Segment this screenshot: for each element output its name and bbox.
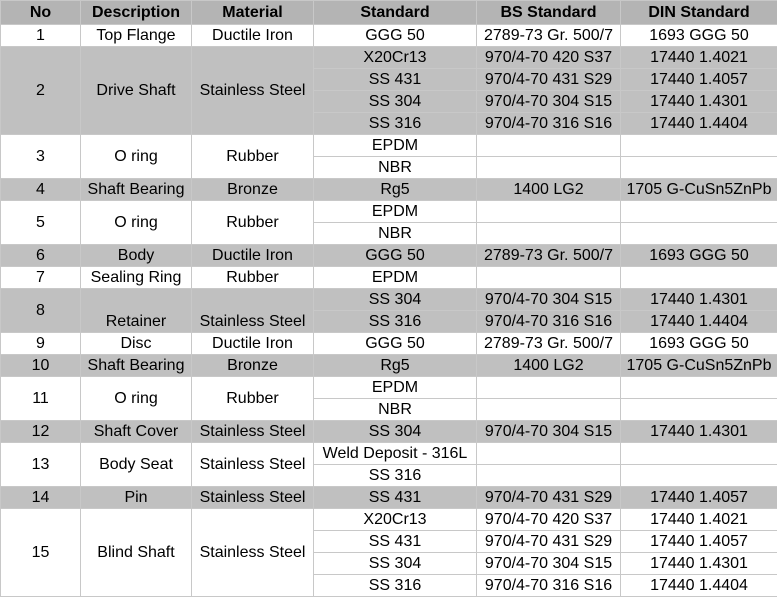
cell-din-standard: 17440 1.4404 — [621, 113, 777, 135]
cell-standard: EPDM — [314, 201, 477, 223]
cell-bs-standard: 1400 LG2 — [477, 355, 621, 377]
cell-din-standard — [621, 377, 777, 399]
cell-din-standard: 17440 1.4021 — [621, 509, 777, 531]
cell-din-standard: 17440 1.4057 — [621, 487, 777, 509]
table-row — [1, 289, 777, 311]
table-row — [1, 421, 777, 443]
cell-description: Disc — [81, 333, 192, 355]
cell-description: O ring — [81, 201, 192, 245]
cell-standard: SS 316 — [314, 113, 477, 135]
cell-standard: EPDM — [314, 377, 477, 399]
cell-bs-standard: 2789-73 Gr. 500/7 — [477, 245, 621, 267]
cell-bs-standard: 970/4-70 316 S16 — [477, 575, 621, 597]
cell-description: Sealing Ring — [81, 267, 192, 289]
header-din-standard: DIN Standard — [621, 1, 777, 25]
cell-no: 10 — [1, 355, 81, 377]
table-row — [1, 47, 777, 69]
header-bs-standard: BS Standard — [477, 1, 621, 25]
table-row — [1, 377, 777, 399]
cell-description: Shaft Bearing — [81, 355, 192, 377]
cell-din-standard: 17440 1.4057 — [621, 531, 777, 553]
cell-no: 13 — [1, 443, 81, 487]
cell-din-standard: 17440 1.4404 — [621, 311, 777, 333]
cell-description: Retainer — [81, 289, 192, 333]
cell-din-standard: 1705 G-CuSn5ZnPb — [621, 179, 777, 201]
cell-bs-standard: 970/4-70 431 S29 — [477, 487, 621, 509]
table-body — [1, 25, 777, 597]
cell-standard: SS 431 — [314, 531, 477, 553]
cell-standard: SS 316 — [314, 465, 477, 487]
header-material: Material — [192, 1, 314, 25]
cell-no: 2 — [1, 47, 81, 135]
cell-din-standard: 17440 1.4301 — [621, 289, 777, 311]
cell-no: 1 — [1, 25, 81, 47]
cell-din-standard — [621, 223, 777, 245]
cell-standard: EPDM — [314, 267, 477, 289]
cell-din-standard: 17440 1.4301 — [621, 553, 777, 575]
table-row — [1, 245, 777, 267]
cell-description: Body Seat — [81, 443, 192, 487]
cell-bs-standard: 970/4-70 420 S37 — [477, 47, 621, 69]
header-no: No — [1, 1, 81, 25]
cell-bs-standard: 970/4-70 304 S15 — [477, 421, 621, 443]
table-row — [1, 179, 777, 201]
cell-no: 11 — [1, 377, 81, 421]
cell-standard: GGG 50 — [314, 25, 477, 47]
cell-din-standard — [621, 135, 777, 157]
table-row — [1, 509, 777, 531]
cell-standard: NBR — [314, 157, 477, 179]
cell-standard: SS 316 — [314, 311, 477, 333]
cell-standard: Weld Deposit - 316L — [314, 443, 477, 465]
cell-bs-standard — [477, 399, 621, 421]
cell-bs-standard: 970/4-70 304 S15 — [477, 289, 621, 311]
cell-no: 8 — [1, 289, 81, 333]
cell-din-standard: 1693 GGG 50 — [621, 25, 777, 47]
cell-bs-standard: 2789-73 Gr. 500/7 — [477, 333, 621, 355]
cell-standard: GGG 50 — [314, 333, 477, 355]
table-row — [1, 355, 777, 377]
cell-standard: SS 304 — [314, 421, 477, 443]
cell-din-standard — [621, 443, 777, 465]
cell-standard: SS 431 — [314, 69, 477, 91]
cell-standard: Rg5 — [314, 179, 477, 201]
table-row — [1, 443, 777, 465]
cell-no: 3 — [1, 135, 81, 179]
cell-description: Drive Shaft — [81, 47, 192, 135]
cell-din-standard: 17440 1.4057 — [621, 69, 777, 91]
cell-material: Rubber — [192, 201, 314, 245]
cell-material: Rubber — [192, 135, 314, 179]
cell-din-standard — [621, 267, 777, 289]
cell-bs-standard: 970/4-70 420 S37 — [477, 509, 621, 531]
cell-standard: SS 316 — [314, 575, 477, 597]
cell-bs-standard — [477, 443, 621, 465]
cell-material: Bronze — [192, 355, 314, 377]
cell-din-standard — [621, 201, 777, 223]
cell-bs-standard — [477, 223, 621, 245]
cell-din-standard: 17440 1.4021 — [621, 47, 777, 69]
cell-din-standard: 17440 1.4301 — [621, 421, 777, 443]
cell-description: O ring — [81, 377, 192, 421]
cell-no: 7 — [1, 267, 81, 289]
cell-din-standard: 17440 1.4301 — [621, 91, 777, 113]
cell-no: 4 — [1, 179, 81, 201]
cell-bs-standard — [477, 465, 621, 487]
cell-material: Stainless Steel — [192, 487, 314, 509]
cell-standard: Rg5 — [314, 355, 477, 377]
cell-material: Stainless Steel — [192, 289, 314, 333]
cell-material: Stainless Steel — [192, 47, 314, 135]
table-row — [1, 267, 777, 289]
table-row — [1, 25, 777, 47]
cell-standard: X20Cr13 — [314, 47, 477, 69]
cell-material: Stainless Steel — [192, 421, 314, 443]
cell-bs-standard: 2789-73 Gr. 500/7 — [477, 25, 621, 47]
table-row — [1, 201, 777, 223]
cell-bs-standard: 970/4-70 304 S15 — [477, 553, 621, 575]
cell-standard: NBR — [314, 223, 477, 245]
cell-din-standard: 1693 GGG 50 — [621, 245, 777, 267]
cell-description: O ring — [81, 135, 192, 179]
header-row — [1, 1, 777, 25]
cell-material: Ductile Iron — [192, 245, 314, 267]
cell-bs-standard — [477, 157, 621, 179]
cell-bs-standard: 970/4-70 316 S16 — [477, 311, 621, 333]
cell-material: Bronze — [192, 179, 314, 201]
cell-bs-standard — [477, 267, 621, 289]
cell-bs-standard: 970/4-70 304 S15 — [477, 91, 621, 113]
cell-bs-standard: 970/4-70 431 S29 — [477, 69, 621, 91]
cell-bs-standard — [477, 377, 621, 399]
cell-no: 15 — [1, 509, 81, 597]
cell-description: Shaft Cover — [81, 421, 192, 443]
cell-din-standard — [621, 465, 777, 487]
cell-material: Rubber — [192, 267, 314, 289]
header-standard: Standard — [314, 1, 477, 25]
cell-din-standard: 1693 GGG 50 — [621, 333, 777, 355]
cell-no: 9 — [1, 333, 81, 355]
cell-material: Ductile Iron — [192, 333, 314, 355]
cell-standard: SS 431 — [314, 487, 477, 509]
cell-description: Pin — [81, 487, 192, 509]
cell-bs-standard: 970/4-70 431 S29 — [477, 531, 621, 553]
cell-bs-standard — [477, 135, 621, 157]
cell-material: Ductile Iron — [192, 25, 314, 47]
cell-no: 5 — [1, 201, 81, 245]
cell-material: Stainless Steel — [192, 443, 314, 487]
cell-standard: GGG 50 — [314, 245, 477, 267]
cell-standard: SS 304 — [314, 553, 477, 575]
table-row — [1, 487, 777, 509]
cell-description: Body — [81, 245, 192, 267]
cell-bs-standard — [477, 201, 621, 223]
table-row — [1, 135, 777, 157]
cell-din-standard — [621, 399, 777, 421]
cell-din-standard: 17440 1.4404 — [621, 575, 777, 597]
cell-standard: NBR — [314, 399, 477, 421]
cell-material: Rubber — [192, 377, 314, 421]
cell-standard: X20Cr13 — [314, 509, 477, 531]
cell-din-standard — [621, 157, 777, 179]
cell-no: 14 — [1, 487, 81, 509]
cell-description: Blind Shaft — [81, 509, 192, 597]
table-row — [1, 333, 777, 355]
cell-description: Shaft Bearing — [81, 179, 192, 201]
cell-description: Top Flange — [81, 25, 192, 47]
cell-standard: EPDM — [314, 135, 477, 157]
cell-bs-standard: 970/4-70 316 S16 — [477, 113, 621, 135]
cell-bs-standard: 1400 LG2 — [477, 179, 621, 201]
cell-din-standard: 1705 G-CuSn5ZnPb — [621, 355, 777, 377]
cell-material: Stainless Steel — [192, 509, 314, 597]
cell-standard: SS 304 — [314, 91, 477, 113]
cell-no: 12 — [1, 421, 81, 443]
cell-no: 6 — [1, 245, 81, 267]
header-description: Description — [81, 1, 192, 25]
cell-standard: SS 304 — [314, 289, 477, 311]
